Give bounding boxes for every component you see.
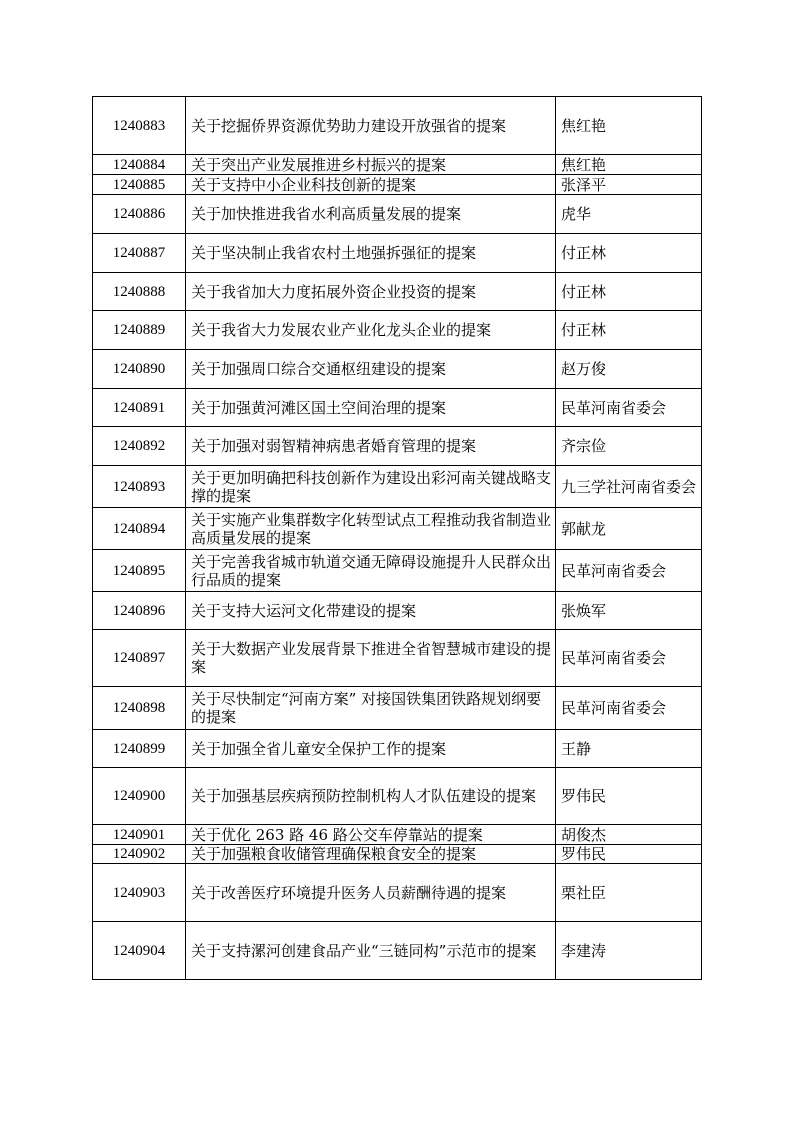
- table-row: [93, 311, 702, 350]
- proposal-title: 关于挖掘侨界资源优势助力建设开放强省的提案: [186, 97, 556, 155]
- proposal-author: 焦红艳: [556, 155, 702, 175]
- proposal-title: 关于支持漯河创建食品产业“三链同构”示范市的提案: [186, 922, 556, 980]
- table-row: [93, 350, 702, 389]
- proposal-author: 赵万俊: [556, 350, 702, 389]
- table-row: [93, 466, 702, 508]
- proposal-author: 焦红艳: [556, 97, 702, 155]
- proposal-number: 1240896: [93, 592, 186, 630]
- proposal-author: 罗伟民: [556, 845, 702, 864]
- proposal-author: 付正林: [556, 273, 702, 311]
- proposal-author: 民革河南省委会: [556, 389, 702, 427]
- proposal-author: 民革河南省委会: [556, 550, 702, 592]
- table-row: [93, 234, 702, 273]
- proposal-author: 王静: [556, 730, 702, 768]
- proposal-number: 1240885: [93, 175, 186, 195]
- table-row: [93, 687, 702, 730]
- table-row: [93, 845, 702, 864]
- proposal-number: 1240898: [93, 687, 186, 730]
- proposal-author: 付正林: [556, 311, 702, 350]
- proposal-number: 1240891: [93, 389, 186, 427]
- proposal-table-body: [93, 97, 702, 980]
- proposal-number: 1240887: [93, 234, 186, 273]
- proposal-author: 齐宗俭: [556, 427, 702, 466]
- table-row: [93, 195, 702, 234]
- proposal-author: 胡俊杰: [556, 825, 702, 845]
- proposal-number: 1240895: [93, 550, 186, 592]
- table-row: [93, 768, 702, 825]
- proposal-author: 民革河南省委会: [556, 687, 702, 730]
- table-row: [93, 592, 702, 630]
- proposal-number: 1240900: [93, 768, 186, 825]
- proposal-author: 虎华: [556, 195, 702, 234]
- table-row: [93, 155, 702, 175]
- proposal-table: [92, 96, 702, 980]
- proposal-title: 关于我省大力发展农业产业化龙头企业的提案: [186, 311, 556, 350]
- proposal-author: 李建涛: [556, 922, 702, 980]
- table-row: [93, 922, 702, 980]
- proposal-title: 关于大数据产业发展背景下推进全省智慧城市建设的提案: [186, 630, 556, 687]
- proposal-author: 栗社臣: [556, 864, 702, 922]
- proposal-number: 1240893: [93, 466, 186, 508]
- proposal-number: 1240890: [93, 350, 186, 389]
- proposal-title: 关于加强黄河滩区国土空间治理的提案: [186, 389, 556, 427]
- proposal-title: 关于实施产业集群数字化转型试点工程推动我省制造业高质量发展的提案: [186, 508, 556, 550]
- proposal-author: 九三学社河南省委会: [556, 466, 702, 508]
- proposal-number: 1240886: [93, 195, 186, 234]
- proposal-number: 1240883: [93, 97, 186, 155]
- table-row: [93, 389, 702, 427]
- proposal-title: 关于加快推进我省水利高质量发展的提案: [186, 195, 556, 234]
- proposal-author: 民革河南省委会: [556, 630, 702, 687]
- table-row: [93, 97, 702, 155]
- proposal-title: 关于支持大运河文化带建设的提案: [186, 592, 556, 630]
- proposal-title: 关于支持中小企业科技创新的提案: [186, 175, 556, 195]
- proposal-title: 关于加强周口综合交通枢纽建设的提案: [186, 350, 556, 389]
- proposal-title: 关于突出产业发展推进乡村振兴的提案: [186, 155, 556, 175]
- proposal-number: 1240901: [93, 825, 186, 845]
- proposal-title: 关于坚决制止我省农村土地强拆强征的提案: [186, 234, 556, 273]
- proposal-number: 1240904: [93, 922, 186, 980]
- proposal-number: 1240902: [93, 845, 186, 864]
- proposal-title: 关于更加明确把科技创新作为建设出彩河南关键战略支撑的提案: [186, 466, 556, 508]
- proposal-author: 付正林: [556, 234, 702, 273]
- proposal-title: 关于加强全省儿童安全保护工作的提案: [186, 730, 556, 768]
- proposal-author: 郭献龙: [556, 508, 702, 550]
- proposal-number: 1240884: [93, 155, 186, 175]
- proposal-number: 1240903: [93, 864, 186, 922]
- proposal-title: 关于优化 263 路 46 路公交车停靠站的提案: [186, 825, 556, 845]
- table-row: [93, 508, 702, 550]
- proposal-title: 关于改善医疗环境提升医务人员薪酬待遇的提案: [186, 864, 556, 922]
- proposal-author: 张泽平: [556, 175, 702, 195]
- table-row: [93, 550, 702, 592]
- proposal-number: 1240897: [93, 630, 186, 687]
- proposal-author: 罗伟民: [556, 768, 702, 825]
- table-row: [93, 427, 702, 466]
- table-row: [93, 730, 702, 768]
- proposal-title: 关于完善我省城市轨道交通无障碍设施提升人民群众出行品质的提案: [186, 550, 556, 592]
- table-row: [93, 175, 702, 195]
- proposal-title: 关于加强粮食收储管理确保粮食安全的提案: [186, 845, 556, 864]
- proposal-number: 1240888: [93, 273, 186, 311]
- proposal-number: 1240894: [93, 508, 186, 550]
- proposal-title: 关于我省加大力度拓展外资企业投资的提案: [186, 273, 556, 311]
- table-row: [93, 630, 702, 687]
- table-row: [93, 864, 702, 922]
- table-row: [93, 273, 702, 311]
- proposal-title: 关于尽快制定“河南方案” 对接国铁集团铁路规划纲要的提案: [186, 687, 556, 730]
- proposal-title: 关于加强基层疾病预防控制机构人才队伍建设的提案: [186, 768, 556, 825]
- proposal-number: 1240892: [93, 427, 186, 466]
- proposal-author: 张焕军: [556, 592, 702, 630]
- table-row: [93, 825, 702, 845]
- proposal-number: 1240899: [93, 730, 186, 768]
- proposal-title: 关于加强对弱智精神病患者婚育管理的提案: [186, 427, 556, 466]
- proposal-number: 1240889: [93, 311, 186, 350]
